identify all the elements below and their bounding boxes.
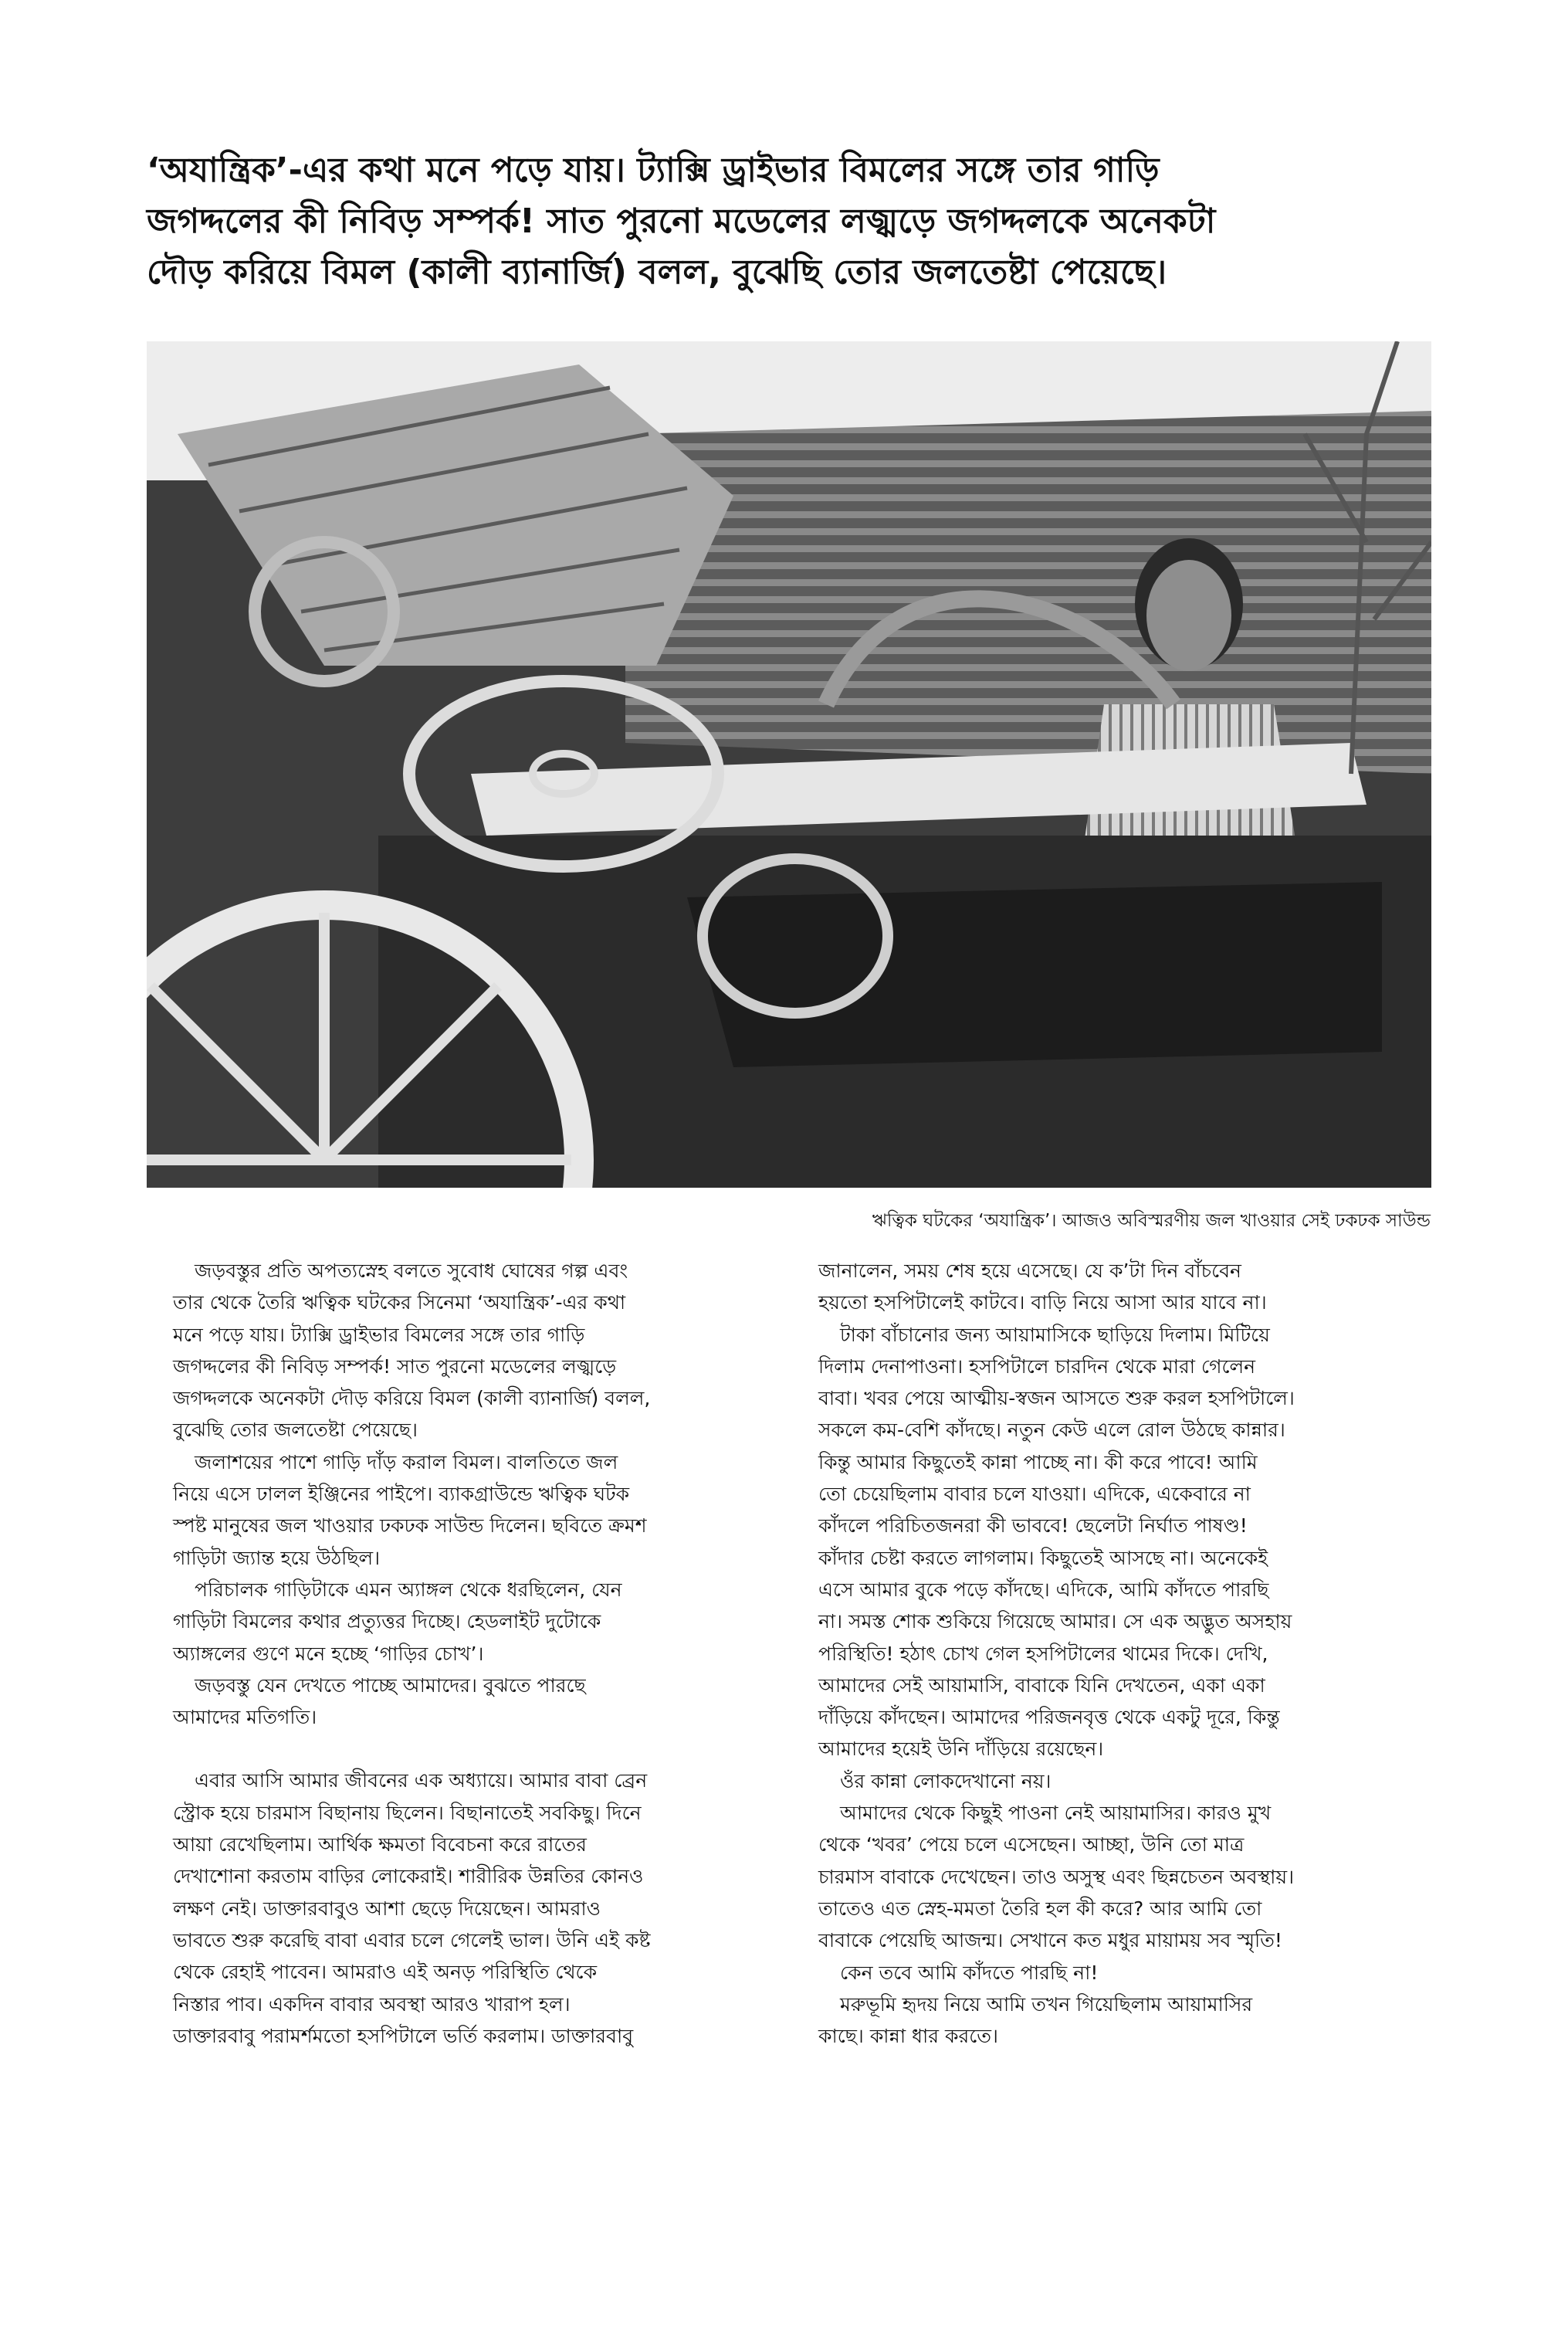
body-text-line: গাড়িটা জ্যান্ত হয়ে উঠছিল। — [173, 1546, 381, 1569]
film-still-photo — [147, 341, 1431, 1188]
body-text-line: সকলে কম-বেশি কাঁদছে। নতুন কেউ এলে রোল উঠছে কান্নার। — [818, 1419, 1285, 1442]
body-text-line: জড়বস্তুর প্রতি অপত্যস্নেহ বলতে সুবোধ ঘোষের গল্প এবং — [195, 1260, 628, 1282]
body-text-line: মনে পড়ে যায়। ট্যাক্সি ড্রাইভার বিমলের সঙ্গে তার গাড়ি — [173, 1323, 585, 1346]
body-text-line: বুঝেছি তোর জলতেষ্টা পেয়েছে। — [173, 1419, 418, 1442]
body-text-line: কাছে। কান্না ধার করতে। — [818, 2025, 998, 2048]
body-text-line: তো চেয়েছিলাম বাবার চলে যাওয়া। এদিকে, একেবারে না — [818, 1483, 1251, 1506]
body-text-line: লক্ষণ নেই। ডাক্তারবাবুও আশা ছেড়ে দিয়েছেন। আমরাও — [173, 1897, 601, 1920]
body-text-line: নিয়ে এসে ঢালল ইঞ্জিনের পাইপে। ব্যাকগ্রাউন্ডে ঋত্বিক ঘটক — [173, 1483, 630, 1506]
body-text-line: স্পষ্ট মানুষের জল খাওয়ার ঢকঢক সাউন্ড দিলেন। ছবিতে ক্রমশ — [173, 1514, 647, 1538]
body-text-line: কাঁদার চেষ্টা করতে লাগলাম। কিছুতেই আসছে না। অনেকেই — [818, 1546, 1268, 1569]
film-still-illustration — [147, 341, 1431, 1188]
body-text-line: কাঁদলে পরিচিতজনরা কী ভাববে! ছেলেটা নির্ঘাত পাষণ্ড! — [818, 1514, 1248, 1538]
body-text-line: তাতেও এত স্নেহ-মমতা তৈরি হল কী করে? আর আমি তো — [818, 1897, 1262, 1920]
article-column-right — [818, 1255, 1421, 2052]
headline-line: ‘অযান্ত্রিক’-এর কথা মনে পড়ে যায়। ট্যাক্সি ড্রাইভার বিমলের সঙ্গে তার গাড়ি — [147, 151, 1160, 190]
body-text-line: পরিস্থিতি! হঠাৎ চোখ গেল হসপিটালের থামের দিকে। দেখি, — [818, 1642, 1268, 1665]
body-text-line: বাবা। খবর পেয়ে আত্মীয়-স্বজন আসতে শুরু করল হসপিটালে। — [818, 1387, 1295, 1410]
body-text-line: তার থেকে তৈরি ঋত্বিক ঘটকের সিনেমা ‘অযান্ত্রিক’-এর কথা — [173, 1291, 626, 1314]
body-text-line: না। সমস্ত শোক শুকিয়ে গিয়েছে আমার। সে এক অদ্ভুত অসহায় — [818, 1610, 1292, 1633]
body-text-line: পরিচালক গাড়িটাকে এমন অ্যাঙ্গল থেকে ধরছিলেন, যেন — [195, 1578, 622, 1601]
body-text-line: জগদ্দলকে অনেকটা দৌড় করিয়ে বিমল (কালী ব্যানার্জি) বলল, — [173, 1387, 651, 1410]
photo-caption: ঋত্বিক ঘটকের ‘অযান্ত্রিক’। আজও অবিস্মরণীয় জল খাওয়ার সেই ঢকঢক সাউন্ড — [872, 1211, 1431, 1231]
body-text-line: হয়তো হসপিটালেই কাটবে। বাড়ি নিয়ে আসা আর যাবে না। — [818, 1291, 1267, 1314]
body-text-line: ওঁর কান্না লোকদেখানো নয়। — [840, 1769, 1052, 1792]
body-text-line: দিলাম দেনাপাওনা। হসপিটালে চারদিন থেকে মারা গেলেন — [818, 1355, 1256, 1378]
body-text-line: আমাদের থেকে কিছুই পাওনা নেই আয়ামাসির। কারও মুখ — [840, 1802, 1272, 1825]
body-text-line: বাবাকে পেয়েছি আজন্ম। সেখানে কত মধুর মায়াময় সব স্মৃতি! — [818, 1929, 1282, 1952]
body-text-line: দেখাশোনা করতাম বাড়ির লোকেরাই। শারীরিক উন্নতির কোনও — [173, 1865, 644, 1888]
body-text-line: জগদ্দলের কী নিবিড় সম্পর্ক! সাত পুরনো মডেলের লজ্ঝড়ে — [173, 1355, 617, 1378]
body-text-line: আমাদের সেই আয়ামাসি, বাবাকে যিনি দেখতেন, একা একা — [818, 1673, 1265, 1697]
body-text-line: এসে আমার বুকে পড়ে কাঁদছে। এদিকে, আমি কাঁদতে পারছি — [818, 1578, 1269, 1601]
body-text-line: থেকে ‘খবর’ পেয়ে চলে এসেছেন। আচ্ছা, উনি তো মাত্র — [818, 1833, 1245, 1856]
body-text-line: জানালেন, সময় শেষ হয়ে এসেছে। যে ক’টা দিন বাঁচবেন — [818, 1260, 1241, 1282]
body-text-line: মরুভূমি হৃদয় নিয়ে আমি তখন গিয়েছিলাম আয়ামাসির — [840, 1992, 1253, 2016]
body-text-line: আমাদের হয়েই উনি দাঁড়িয়ে রয়েছেন। — [818, 1738, 1104, 1761]
body-text-line: নিস্তার পাব। একদিন বাবার অবস্থা আরও খারাপ হল। — [173, 1992, 571, 2016]
body-text-line: স্ট্রোক হয়ে চারমাস বিছানায় ছিলেন। বিছানাতেই সবকিছু। দিনে — [173, 1801, 642, 1824]
body-text-line: অ্যাঙ্গলের গুণে মনে হচ্ছে ‘গাড়ির চোখ’। — [173, 1642, 484, 1665]
body-text-line: জলাশয়ের পাশে গাড়ি দাঁড় করাল বিমল। বালতিতে জল — [195, 1450, 618, 1473]
body-text-line: ভাবতে শুরু করেছি বাবা এবার চলে গেলেই ভাল। উনি এই কষ্ট — [173, 1928, 651, 1951]
headline-line: দৌড় করিয়ে বিমল (কালী ব্যানার্জি) বলল, বুঝেছি তোর জলতেষ্টা পেয়েছে। — [147, 253, 1167, 292]
body-text-line: গাড়িটা বিমলের কথার প্রত্যুত্তর দিচ্ছে। হেডলাইট দুটোকে — [173, 1610, 601, 1633]
body-text-line: থেকে রেহাই পাবেন। আমরাও এই অনড় পরিস্থিতি থেকে — [173, 1961, 598, 1984]
body-text-line: ডাক্তারবাবু পরামর্শমতো হসপিটালে ভর্তি করলাম। ডাক্তারবাবু — [173, 2024, 634, 2047]
headline — [147, 145, 1428, 298]
body-text-line: কিন্তু আমার কিছুতেই কান্না পাচ্ছে না। কী করে পাবে! আমি — [818, 1450, 1258, 1473]
article-column-left — [173, 1255, 775, 2052]
body-text-line: কেন তবে আমি কাঁদতে পারছি না! — [840, 1961, 1099, 1984]
body-text-line: জড়বস্তু যেন দেখতে পাচ্ছে আমাদের। বুঝতে পারছে — [195, 1673, 586, 1697]
body-text-line: আয়া রেখেছিলাম। আর্থিক ক্ষমতা বিবেচনা করে রাতের — [173, 1833, 587, 1856]
body-text-line: দাঁড়িয়ে কাঁদছেন। আমাদের পরিজনবৃত্ত থেকে একটু দূরে, কিন্তু — [818, 1706, 1280, 1729]
paragraph-gap — [173, 1733, 775, 1765]
body-text-line: চারমাস বাবাকে দেখেছেন। তাও অসুস্থ এবং ছিন্নচেতন অবস্থায়। — [818, 1865, 1295, 1888]
headline-line: জগদ্দলের কী নিবিড় সম্পর্ক! সাত পুরনো মডেলের লজ্ঝড়ে জগদ্দলকে অনেকটা — [147, 202, 1216, 241]
body-text-line: টাকা বাঁচানোর জন্য আয়ামাসিকে ছাড়িয়ে দিলাম। মিটিয়ে — [840, 1323, 1270, 1346]
body-text-line: এবার আসি আমার জীবনের এক অধ্যায়ে। আমার বাবা ব্রেন — [195, 1769, 648, 1792]
body-text-line: আমাদের মতিগতি। — [173, 1706, 317, 1729]
